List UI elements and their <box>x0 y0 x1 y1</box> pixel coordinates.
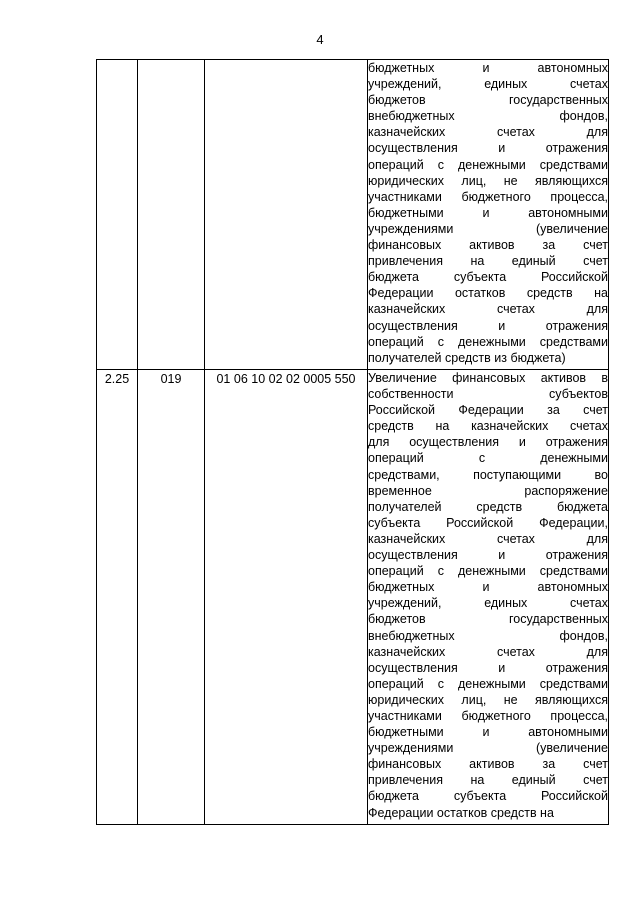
description-line: получателей средств из бюджета) <box>368 350 566 365</box>
description-line: юридических лиц, не являющихся <box>368 692 608 707</box>
description-line: участниками бюджетного процесса, <box>368 189 608 204</box>
description-line: участниками бюджетного процесса, <box>368 708 608 723</box>
table-row-continuation <box>97 60 609 370</box>
cell-row-number <box>97 60 138 370</box>
description-line: учреждениями (увеличение <box>368 221 608 236</box>
cell-kbk-code <box>205 370 368 825</box>
description-line: казначейских счетах для <box>368 302 608 317</box>
admin-code: 019 <box>160 372 182 386</box>
description-line: операций с денежными средствами <box>368 157 608 172</box>
description-line: Федерации остатков средств на <box>368 805 554 820</box>
description-line: операций с денежными средствами <box>368 676 608 691</box>
description-line: осуществления и отражения <box>368 318 608 333</box>
description-line: операций с денежными <box>368 451 608 466</box>
description-line: Российской Федерации за счет <box>368 403 608 418</box>
description-line: финансовых активов за счет <box>368 238 608 253</box>
description-text <box>368 370 608 821</box>
description-line: финансовых активов за счет <box>368 757 608 772</box>
description-line: бюджета субъекта Российской <box>368 270 608 285</box>
description-line: Увеличение финансовых активов в <box>368 371 608 385</box>
description-line: юридических лиц, не являющихся <box>368 173 608 188</box>
description-line: бюджетными и автономными <box>368 725 608 740</box>
description-line: операций с денежными средствами <box>368 564 608 579</box>
description-line: казначейских счетах для <box>368 531 608 546</box>
description-line: средствами, поступающими во <box>368 467 608 482</box>
description-line: средств на казначейских счетах <box>368 419 608 434</box>
description-line: учреждений, единых счетах <box>368 77 608 92</box>
description-line: внебюджетных фондов, <box>368 628 608 643</box>
description-line: бюджетными и автономными <box>368 205 608 220</box>
table-row-2-25 <box>97 370 609 825</box>
kbk-code: 01 06 10 02 02 0005 550 <box>216 372 356 386</box>
description-line: внебюджетных фондов, <box>368 109 608 124</box>
cell-admin-code <box>138 60 205 370</box>
description-line: операций с денежными средствами <box>368 334 608 349</box>
cell-description <box>368 60 609 370</box>
description-line: осуществления и отражения <box>368 141 608 156</box>
description-line: осуществления и отражения <box>368 660 608 675</box>
description-line: бюджета субъекта Российской <box>368 789 608 804</box>
description-line: бюджетных и автономных <box>368 580 608 595</box>
description-line: казначейских счетах для <box>368 644 608 659</box>
description-line: субъекта Российской Федерации, <box>368 515 608 530</box>
row-number: 2.25 <box>104 372 130 386</box>
page-number: 4 <box>316 32 324 47</box>
description-line: временное распоряжение <box>368 483 608 498</box>
description-line: бюджетов государственных <box>368 93 608 108</box>
budget-codes-table <box>96 59 609 825</box>
cell-description <box>368 370 609 825</box>
description-line: для осуществления и отражения <box>368 435 608 450</box>
description-line: казначейских счетах для <box>368 125 608 140</box>
description-line: бюджетов государственных <box>368 612 608 627</box>
cell-kbk-code <box>205 60 368 370</box>
description-line: Федерации остатков средств на <box>368 286 608 301</box>
description-line: собственности субъектов <box>368 387 608 402</box>
description-line: привлечения на единый счет <box>368 254 608 269</box>
description-line: привлечения на единый счет <box>368 773 608 788</box>
cell-row-number <box>97 370 138 825</box>
description-line: получателей средств бюджета <box>368 499 608 514</box>
description-line: учреждений, единых счетах <box>368 596 608 611</box>
description-line: учреждениями (увеличение <box>368 741 608 756</box>
description-line: бюджетных и автономных <box>368 61 608 75</box>
description-text <box>368 60 608 366</box>
description-line: осуществления и отражения <box>368 548 608 563</box>
cell-admin-code <box>138 370 205 825</box>
